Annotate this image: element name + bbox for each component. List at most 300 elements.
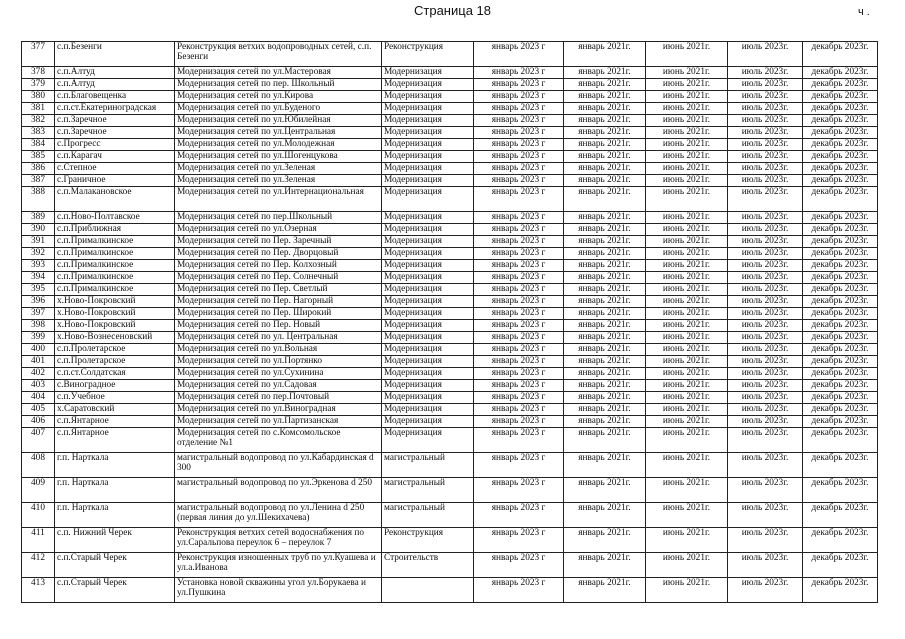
date-design-start-cell: январь 2021г. <box>564 344 646 356</box>
date-work-end-cell: декабрь 2023г. <box>803 79 878 91</box>
date-work-start-cell: июль 2023г. <box>728 115 803 127</box>
date-design-end-cell: июнь 2021г. <box>646 356 728 368</box>
table-row <box>22 103 878 115</box>
date-design-end-cell: июнь 2021г. <box>646 453 728 478</box>
row-number: 377 <box>22 42 55 67</box>
work-type-cell: Модернизация <box>382 284 474 296</box>
work-description-cell: магистральный водопровод по ул.Ленина d 250 (первая линия до ул.Шекихачева) <box>175 503 382 528</box>
work-description-cell: Модернизация сетей по пер.Почтовый <box>175 392 382 404</box>
work-type-cell: Модернизация <box>382 103 474 115</box>
date-work-start-cell: июль 2023г. <box>728 356 803 368</box>
work-description-cell: магистральный водопровод по ул.Эркенова d 250 <box>175 478 382 503</box>
work-type-cell: Модернизация <box>382 163 474 175</box>
work-description-cell: Модернизация сетей по Пер. Солнечный <box>175 272 382 284</box>
page-title: Страница 18 <box>414 3 491 18</box>
table-row <box>22 332 878 344</box>
work-type-cell: Модернизация <box>382 79 474 91</box>
work-description-cell: магистральный водопровод по ул.Кабардинская d 300 <box>175 453 382 478</box>
table-row <box>22 356 878 368</box>
table-row <box>22 151 878 163</box>
date-start-cell: январь 2023 г <box>474 115 564 127</box>
work-type-cell: Модернизация <box>382 260 474 272</box>
date-design-end-cell: июнь 2021г. <box>646 175 728 187</box>
date-design-start-cell: январь 2021г. <box>564 380 646 392</box>
work-description-cell: Модернизация сетей по ул.Партизанская <box>175 416 382 428</box>
table-row <box>22 308 878 320</box>
date-design-end-cell: июнь 2021г. <box>646 392 728 404</box>
table-row <box>22 344 878 356</box>
date-work-start-cell: июль 2023г. <box>728 380 803 392</box>
settlement-cell: с.п.Прималкинское <box>55 272 175 284</box>
work-description-cell: Модернизация сетей по Пер. Дворцовый <box>175 248 382 260</box>
date-start-cell: январь 2023 г <box>474 453 564 478</box>
date-work-end-cell: декабрь 2023г. <box>803 528 878 553</box>
settlement-cell: с.п.Прималкинское <box>55 260 175 272</box>
row-number: 380 <box>22 91 55 103</box>
row-number: 385 <box>22 151 55 163</box>
date-work-start-cell: июль 2023г. <box>728 91 803 103</box>
work-description-cell: Модернизация сетей по ул.Буденого <box>175 103 382 115</box>
date-work-start-cell: июль 2023г. <box>728 272 803 284</box>
settlement-cell: с.Виноградное <box>55 380 175 392</box>
date-work-end-cell: декабрь 2023г. <box>803 67 878 79</box>
date-start-cell: январь 2023 г <box>474 368 564 380</box>
date-design-start-cell: январь 2021г. <box>564 163 646 175</box>
table-row <box>22 578 878 603</box>
date-work-start-cell: июль 2023г. <box>728 212 803 224</box>
date-start-cell: январь 2023 г <box>474 392 564 404</box>
row-number: 395 <box>22 284 55 296</box>
row-number: 391 <box>22 236 55 248</box>
date-work-end-cell: декабрь 2023г. <box>803 224 878 236</box>
date-work-start-cell: июль 2023г. <box>728 553 803 578</box>
work-description-cell: Модернизация сетей по ул. Центральная <box>175 332 382 344</box>
date-design-end-cell: июнь 2021г. <box>646 224 728 236</box>
date-start-cell: январь 2023 г <box>474 478 564 503</box>
work-type-cell: Модернизация <box>382 248 474 260</box>
row-number: 413 <box>22 578 55 603</box>
date-work-start-cell: июль 2023г. <box>728 187 803 212</box>
work-description-cell: Модернизация сетей по Пер. Светлый <box>175 284 382 296</box>
date-design-start-cell: январь 2021г. <box>564 308 646 320</box>
date-design-start-cell: январь 2021г. <box>564 553 646 578</box>
row-number: 379 <box>22 79 55 91</box>
work-description-cell: Модернизация сетей по ул.Шогенцукова <box>175 151 382 163</box>
work-type-cell <box>382 578 474 603</box>
date-work-start-cell: июль 2023г. <box>728 344 803 356</box>
work-description-cell: Модернизация сетей по ул.Центральная <box>175 127 382 139</box>
date-design-end-cell: июнь 2021г. <box>646 187 728 212</box>
date-start-cell: январь 2023 г <box>474 380 564 392</box>
date-work-start-cell: июль 2023г. <box>728 404 803 416</box>
work-type-cell: магистральный <box>382 503 474 528</box>
row-number: 406 <box>22 416 55 428</box>
settlement-cell: с.п.Заречное <box>55 127 175 139</box>
date-design-start-cell: январь 2021г. <box>564 332 646 344</box>
settlement-cell: с.п.Прималкинское <box>55 284 175 296</box>
date-work-start-cell: июль 2023г. <box>728 248 803 260</box>
date-design-end-cell: июнь 2021г. <box>646 284 728 296</box>
table-row <box>22 284 878 296</box>
date-design-end-cell: июнь 2021г. <box>646 91 728 103</box>
settlement-cell: х.Ново-Вознесеновский <box>55 332 175 344</box>
date-start-cell: январь 2023 г <box>474 42 564 67</box>
row-number: 396 <box>22 296 55 308</box>
table-row <box>22 212 878 224</box>
date-design-start-cell: январь 2021г. <box>564 260 646 272</box>
date-start-cell: январь 2023 г <box>474 260 564 272</box>
settlement-cell: г.п. Нарткала <box>55 478 175 503</box>
table-row <box>22 428 878 453</box>
table-row <box>22 416 878 428</box>
row-number: 383 <box>22 127 55 139</box>
date-design-end-cell: июнь 2021г. <box>646 578 728 603</box>
work-type-cell: Модернизация <box>382 67 474 79</box>
date-work-start-cell: июль 2023г. <box>728 428 803 453</box>
row-number: 382 <box>22 115 55 127</box>
work-type-cell: Реконструкция <box>382 42 474 67</box>
work-description-cell: Реконструкция изношенных труб по ул.Куашева и ул.а.Иванова <box>175 553 382 578</box>
row-number: 393 <box>22 260 55 272</box>
row-number: 387 <box>22 175 55 187</box>
settlement-cell: г.п. Нарткала <box>55 453 175 478</box>
date-design-end-cell: июнь 2021г. <box>646 260 728 272</box>
date-work-end-cell: декабрь 2023г. <box>803 151 878 163</box>
settlement-cell: х.Ново-Покровский <box>55 296 175 308</box>
date-design-start-cell: январь 2021г. <box>564 404 646 416</box>
work-type-cell: Модернизация <box>382 428 474 453</box>
date-start-cell: январь 2023 г <box>474 503 564 528</box>
work-description-cell: Модернизация сетей по с.Комсомольское отделение №1 <box>175 428 382 453</box>
date-design-start-cell: январь 2021г. <box>564 272 646 284</box>
row-number: 401 <box>22 356 55 368</box>
table-row <box>22 91 878 103</box>
settlement-cell: с.Граничное <box>55 175 175 187</box>
work-type-cell: Реконструкция <box>382 528 474 553</box>
work-type-cell: Модернизация <box>382 236 474 248</box>
date-work-end-cell: декабрь 2023г. <box>803 308 878 320</box>
work-type-cell: Модернизация <box>382 296 474 308</box>
work-type-cell: Модернизация <box>382 416 474 428</box>
date-work-end-cell: декабрь 2023г. <box>803 553 878 578</box>
date-design-start-cell: январь 2021г. <box>564 284 646 296</box>
work-type-cell: магистральный <box>382 478 474 503</box>
date-work-start-cell: июль 2023г. <box>728 163 803 175</box>
date-design-end-cell: июнь 2021г. <box>646 151 728 163</box>
date-work-end-cell: декабрь 2023г. <box>803 392 878 404</box>
table-row <box>22 296 878 308</box>
work-type-cell: Модернизация <box>382 392 474 404</box>
date-design-end-cell: июнь 2021г. <box>646 368 728 380</box>
settlement-cell: с.Прогресс <box>55 139 175 151</box>
settlement-cell: с.п.Приближная <box>55 224 175 236</box>
date-work-start-cell: июль 2023г. <box>728 308 803 320</box>
work-description-cell: Модернизация сетей по ул.Молодежная <box>175 139 382 151</box>
row-number: 407 <box>22 428 55 453</box>
date-work-end-cell: декабрь 2023г. <box>803 368 878 380</box>
date-design-start-cell: январь 2021г. <box>564 42 646 67</box>
date-work-start-cell: июль 2023г. <box>728 296 803 308</box>
date-start-cell: январь 2023 г <box>474 308 564 320</box>
date-design-start-cell: январь 2021г. <box>564 187 646 212</box>
date-design-start-cell: январь 2021г. <box>564 503 646 528</box>
date-start-cell: январь 2023 г <box>474 320 564 332</box>
date-design-start-cell: январь 2021г. <box>564 224 646 236</box>
date-work-end-cell: декабрь 2023г. <box>803 139 878 151</box>
date-work-start-cell: июль 2023г. <box>728 528 803 553</box>
date-design-start-cell: январь 2021г. <box>564 79 646 91</box>
row-number: 392 <box>22 248 55 260</box>
settlement-cell: с.п.Янтарное <box>55 416 175 428</box>
work-type-cell: Модернизация <box>382 380 474 392</box>
work-description-cell: Модернизация сетей по Пер. Нагорный <box>175 296 382 308</box>
date-design-start-cell: январь 2021г. <box>564 356 646 368</box>
date-design-start-cell: январь 2021г. <box>564 175 646 187</box>
date-start-cell: январь 2023 г <box>474 428 564 453</box>
date-start-cell: январь 2023 г <box>474 553 564 578</box>
work-type-cell: Модернизация <box>382 368 474 380</box>
row-number: 381 <box>22 103 55 115</box>
date-design-end-cell: июнь 2021г. <box>646 380 728 392</box>
date-work-end-cell: декабрь 2023г. <box>803 103 878 115</box>
date-start-cell: январь 2023 г <box>474 296 564 308</box>
work-description-cell: Модернизация сетей по ул.Вольная <box>175 344 382 356</box>
date-work-start-cell: июль 2023г. <box>728 42 803 67</box>
date-work-end-cell: декабрь 2023г. <box>803 260 878 272</box>
date-start-cell: январь 2023 г <box>474 356 564 368</box>
table-row <box>22 224 878 236</box>
settlement-cell: с.п.Пролетарское <box>55 356 175 368</box>
date-start-cell: январь 2023 г <box>474 578 564 603</box>
date-work-start-cell: июль 2023г. <box>728 320 803 332</box>
work-type-cell: Модернизация <box>382 187 474 212</box>
date-design-start-cell: январь 2021г. <box>564 236 646 248</box>
date-design-end-cell: июнь 2021г. <box>646 308 728 320</box>
settlement-cell: г.п. Нарткала <box>55 503 175 528</box>
row-number: 397 <box>22 308 55 320</box>
table-row <box>22 79 878 91</box>
settlement-cell: с.п.Алтуд <box>55 79 175 91</box>
date-start-cell: январь 2023 г <box>474 103 564 115</box>
work-type-cell: Модернизация <box>382 175 474 187</box>
row-number: 402 <box>22 368 55 380</box>
table-row <box>22 127 878 139</box>
work-type-cell: Модернизация <box>382 224 474 236</box>
settlement-cell: с.п.Янтарное <box>55 428 175 453</box>
date-design-start-cell: январь 2021г. <box>564 453 646 478</box>
date-work-end-cell: декабрь 2023г. <box>803 127 878 139</box>
work-type-cell: Модернизация <box>382 320 474 332</box>
settlement-cell: с.п.Заречное <box>55 115 175 127</box>
date-work-end-cell: декабрь 2023г. <box>803 320 878 332</box>
settlement-cell: с.п.Учебное <box>55 392 175 404</box>
date-design-end-cell: июнь 2021г. <box>646 503 728 528</box>
date-work-end-cell: декабрь 2023г. <box>803 296 878 308</box>
date-work-start-cell: июль 2023г. <box>728 368 803 380</box>
work-description-cell: Реконструкция ветхих водопроводных сетей, с.п. Безенги <box>175 42 382 67</box>
row-number: 384 <box>22 139 55 151</box>
date-design-end-cell: июнь 2021г. <box>646 236 728 248</box>
date-start-cell: январь 2023 г <box>474 344 564 356</box>
work-description-cell: Реконструкция ветхих сетей водоснабжения по ул.Саральпова переулок 6 – переулок 7 <box>175 528 382 553</box>
date-design-end-cell: июнь 2021г. <box>646 248 728 260</box>
row-number: 399 <box>22 332 55 344</box>
date-work-start-cell: июль 2023г. <box>728 103 803 115</box>
settlement-cell: с.п.Старый Черек <box>55 578 175 603</box>
date-design-start-cell: январь 2021г. <box>564 115 646 127</box>
date-design-end-cell: июнь 2021г. <box>646 212 728 224</box>
date-start-cell: январь 2023 г <box>474 236 564 248</box>
table-row <box>22 139 878 151</box>
work-type-cell: Модернизация <box>382 91 474 103</box>
date-work-end-cell: декабрь 2023г. <box>803 175 878 187</box>
date-work-end-cell: декабрь 2023г. <box>803 187 878 212</box>
date-work-start-cell: июль 2023г. <box>728 260 803 272</box>
work-description-cell: Модернизация сетей по ул.Садовая <box>175 380 382 392</box>
work-type-cell: магистральный <box>382 453 474 478</box>
settlement-cell: с.п.Пролетарское <box>55 344 175 356</box>
corner-mark: ч . <box>858 6 870 18</box>
date-work-start-cell: июль 2023г. <box>728 67 803 79</box>
date-start-cell: январь 2023 г <box>474 175 564 187</box>
work-type-cell: Модернизация <box>382 332 474 344</box>
date-start-cell: январь 2023 г <box>474 272 564 284</box>
date-work-start-cell: июль 2023г. <box>728 392 803 404</box>
settlement-cell: с.п.Карагач <box>55 151 175 163</box>
date-design-start-cell: январь 2021г. <box>564 528 646 553</box>
date-work-end-cell: декабрь 2023г. <box>803 428 878 453</box>
date-work-end-cell: декабрь 2023г. <box>803 380 878 392</box>
date-work-start-cell: июль 2023г. <box>728 284 803 296</box>
date-work-end-cell: декабрь 2023г. <box>803 453 878 478</box>
date-start-cell: январь 2023 г <box>474 91 564 103</box>
date-start-cell: январь 2023 г <box>474 67 564 79</box>
date-design-start-cell: январь 2021г. <box>564 296 646 308</box>
date-work-end-cell: декабрь 2023г. <box>803 503 878 528</box>
table-row <box>22 187 878 212</box>
table-row <box>22 67 878 79</box>
date-start-cell: январь 2023 г <box>474 224 564 236</box>
date-work-start-cell: июль 2023г. <box>728 175 803 187</box>
date-work-end-cell: декабрь 2023г. <box>803 212 878 224</box>
date-design-start-cell: январь 2021г. <box>564 392 646 404</box>
table-row <box>22 272 878 284</box>
date-start-cell: январь 2023 г <box>474 127 564 139</box>
table-row <box>22 42 878 67</box>
table-row <box>22 503 878 528</box>
date-design-start-cell: январь 2021г. <box>564 416 646 428</box>
date-design-start-cell: январь 2021г. <box>564 139 646 151</box>
date-work-end-cell: декабрь 2023г. <box>803 91 878 103</box>
row-number: 378 <box>22 67 55 79</box>
work-type-cell: Модернизация <box>382 127 474 139</box>
date-work-start-cell: июль 2023г. <box>728 127 803 139</box>
table-row <box>22 380 878 392</box>
date-design-start-cell: январь 2021г. <box>564 151 646 163</box>
work-type-cell: Модернизация <box>382 404 474 416</box>
date-work-start-cell: июль 2023г. <box>728 79 803 91</box>
row-number: 398 <box>22 320 55 332</box>
date-design-start-cell: январь 2021г. <box>564 368 646 380</box>
work-description-cell: Модернизация сетей по Пер. Колхозный <box>175 260 382 272</box>
date-design-end-cell: июнь 2021г. <box>646 404 728 416</box>
date-work-end-cell: декабрь 2023г. <box>803 248 878 260</box>
work-type-cell: Модернизация <box>382 308 474 320</box>
date-design-end-cell: июнь 2021г. <box>646 428 728 453</box>
date-design-start-cell: январь 2021г. <box>564 428 646 453</box>
date-start-cell: январь 2023 г <box>474 528 564 553</box>
date-design-end-cell: июнь 2021г. <box>646 67 728 79</box>
table-row <box>22 453 878 478</box>
row-number: 410 <box>22 503 55 528</box>
row-number: 390 <box>22 224 55 236</box>
row-number: 389 <box>22 212 55 224</box>
table-row <box>22 260 878 272</box>
row-number: 388 <box>22 187 55 212</box>
work-type-cell: Модернизация <box>382 212 474 224</box>
row-number: 412 <box>22 553 55 578</box>
date-work-end-cell: декабрь 2023г. <box>803 332 878 344</box>
date-start-cell: январь 2023 г <box>474 151 564 163</box>
date-start-cell: январь 2023 г <box>474 139 564 151</box>
settlement-cell: с.п.Благовещенка <box>55 91 175 103</box>
work-description-cell: Модернизация сетей по ул.Портянко <box>175 356 382 368</box>
table-row <box>22 553 878 578</box>
date-work-start-cell: июль 2023г. <box>728 224 803 236</box>
date-design-start-cell: январь 2021г. <box>564 91 646 103</box>
date-start-cell: январь 2023 г <box>474 332 564 344</box>
settlement-cell: с.п.Безенги <box>55 42 175 67</box>
table-row <box>22 175 878 187</box>
settlement-cell: с.п.Старый Черек <box>55 553 175 578</box>
work-description-cell: Модернизация сетей по ул.Юбилейная <box>175 115 382 127</box>
date-work-end-cell: декабрь 2023г. <box>803 404 878 416</box>
work-description-cell: Установка новой скважины угол ул.Борукаева и ул.Пушкина <box>175 578 382 603</box>
settlement-cell: с.п.Прималкинское <box>55 236 175 248</box>
work-description-cell: Модернизация сетей по пер.Школьный <box>175 212 382 224</box>
settlement-cell: с.п.Прималкинское <box>55 248 175 260</box>
settlement-cell: с.п.Алтуд <box>55 67 175 79</box>
date-work-start-cell: июль 2023г. <box>728 139 803 151</box>
date-design-start-cell: январь 2021г. <box>564 212 646 224</box>
work-description-cell: Модернизация сетей по ул.Виноградная <box>175 404 382 416</box>
date-work-end-cell: декабрь 2023г. <box>803 42 878 67</box>
table-row <box>22 404 878 416</box>
work-type-cell: Модернизация <box>382 344 474 356</box>
date-design-end-cell: июнь 2021г. <box>646 320 728 332</box>
date-design-end-cell: июнь 2021г. <box>646 42 728 67</box>
settlement-cell: х.Ново-Покровский <box>55 308 175 320</box>
date-design-start-cell: январь 2021г. <box>564 320 646 332</box>
date-work-start-cell: июль 2023г. <box>728 151 803 163</box>
settlement-cell: х.Ново-Покровский <box>55 320 175 332</box>
work-type-cell: Модернизация <box>382 272 474 284</box>
settlement-cell: с.п. Нижний Черек <box>55 528 175 553</box>
row-number: 403 <box>22 380 55 392</box>
work-description-cell: Модернизация сетей по ул.Озерная <box>175 224 382 236</box>
table-row <box>22 392 878 404</box>
date-design-end-cell: июнь 2021г. <box>646 553 728 578</box>
date-work-end-cell: декабрь 2023г. <box>803 416 878 428</box>
date-start-cell: январь 2023 г <box>474 404 564 416</box>
date-design-start-cell: январь 2021г. <box>564 578 646 603</box>
date-work-start-cell: июль 2023г. <box>728 453 803 478</box>
date-work-start-cell: июль 2023г. <box>728 332 803 344</box>
date-work-start-cell: июль 2023г. <box>728 578 803 603</box>
table-row <box>22 478 878 503</box>
date-start-cell: январь 2023 г <box>474 416 564 428</box>
work-type-cell: Строительств <box>382 553 474 578</box>
